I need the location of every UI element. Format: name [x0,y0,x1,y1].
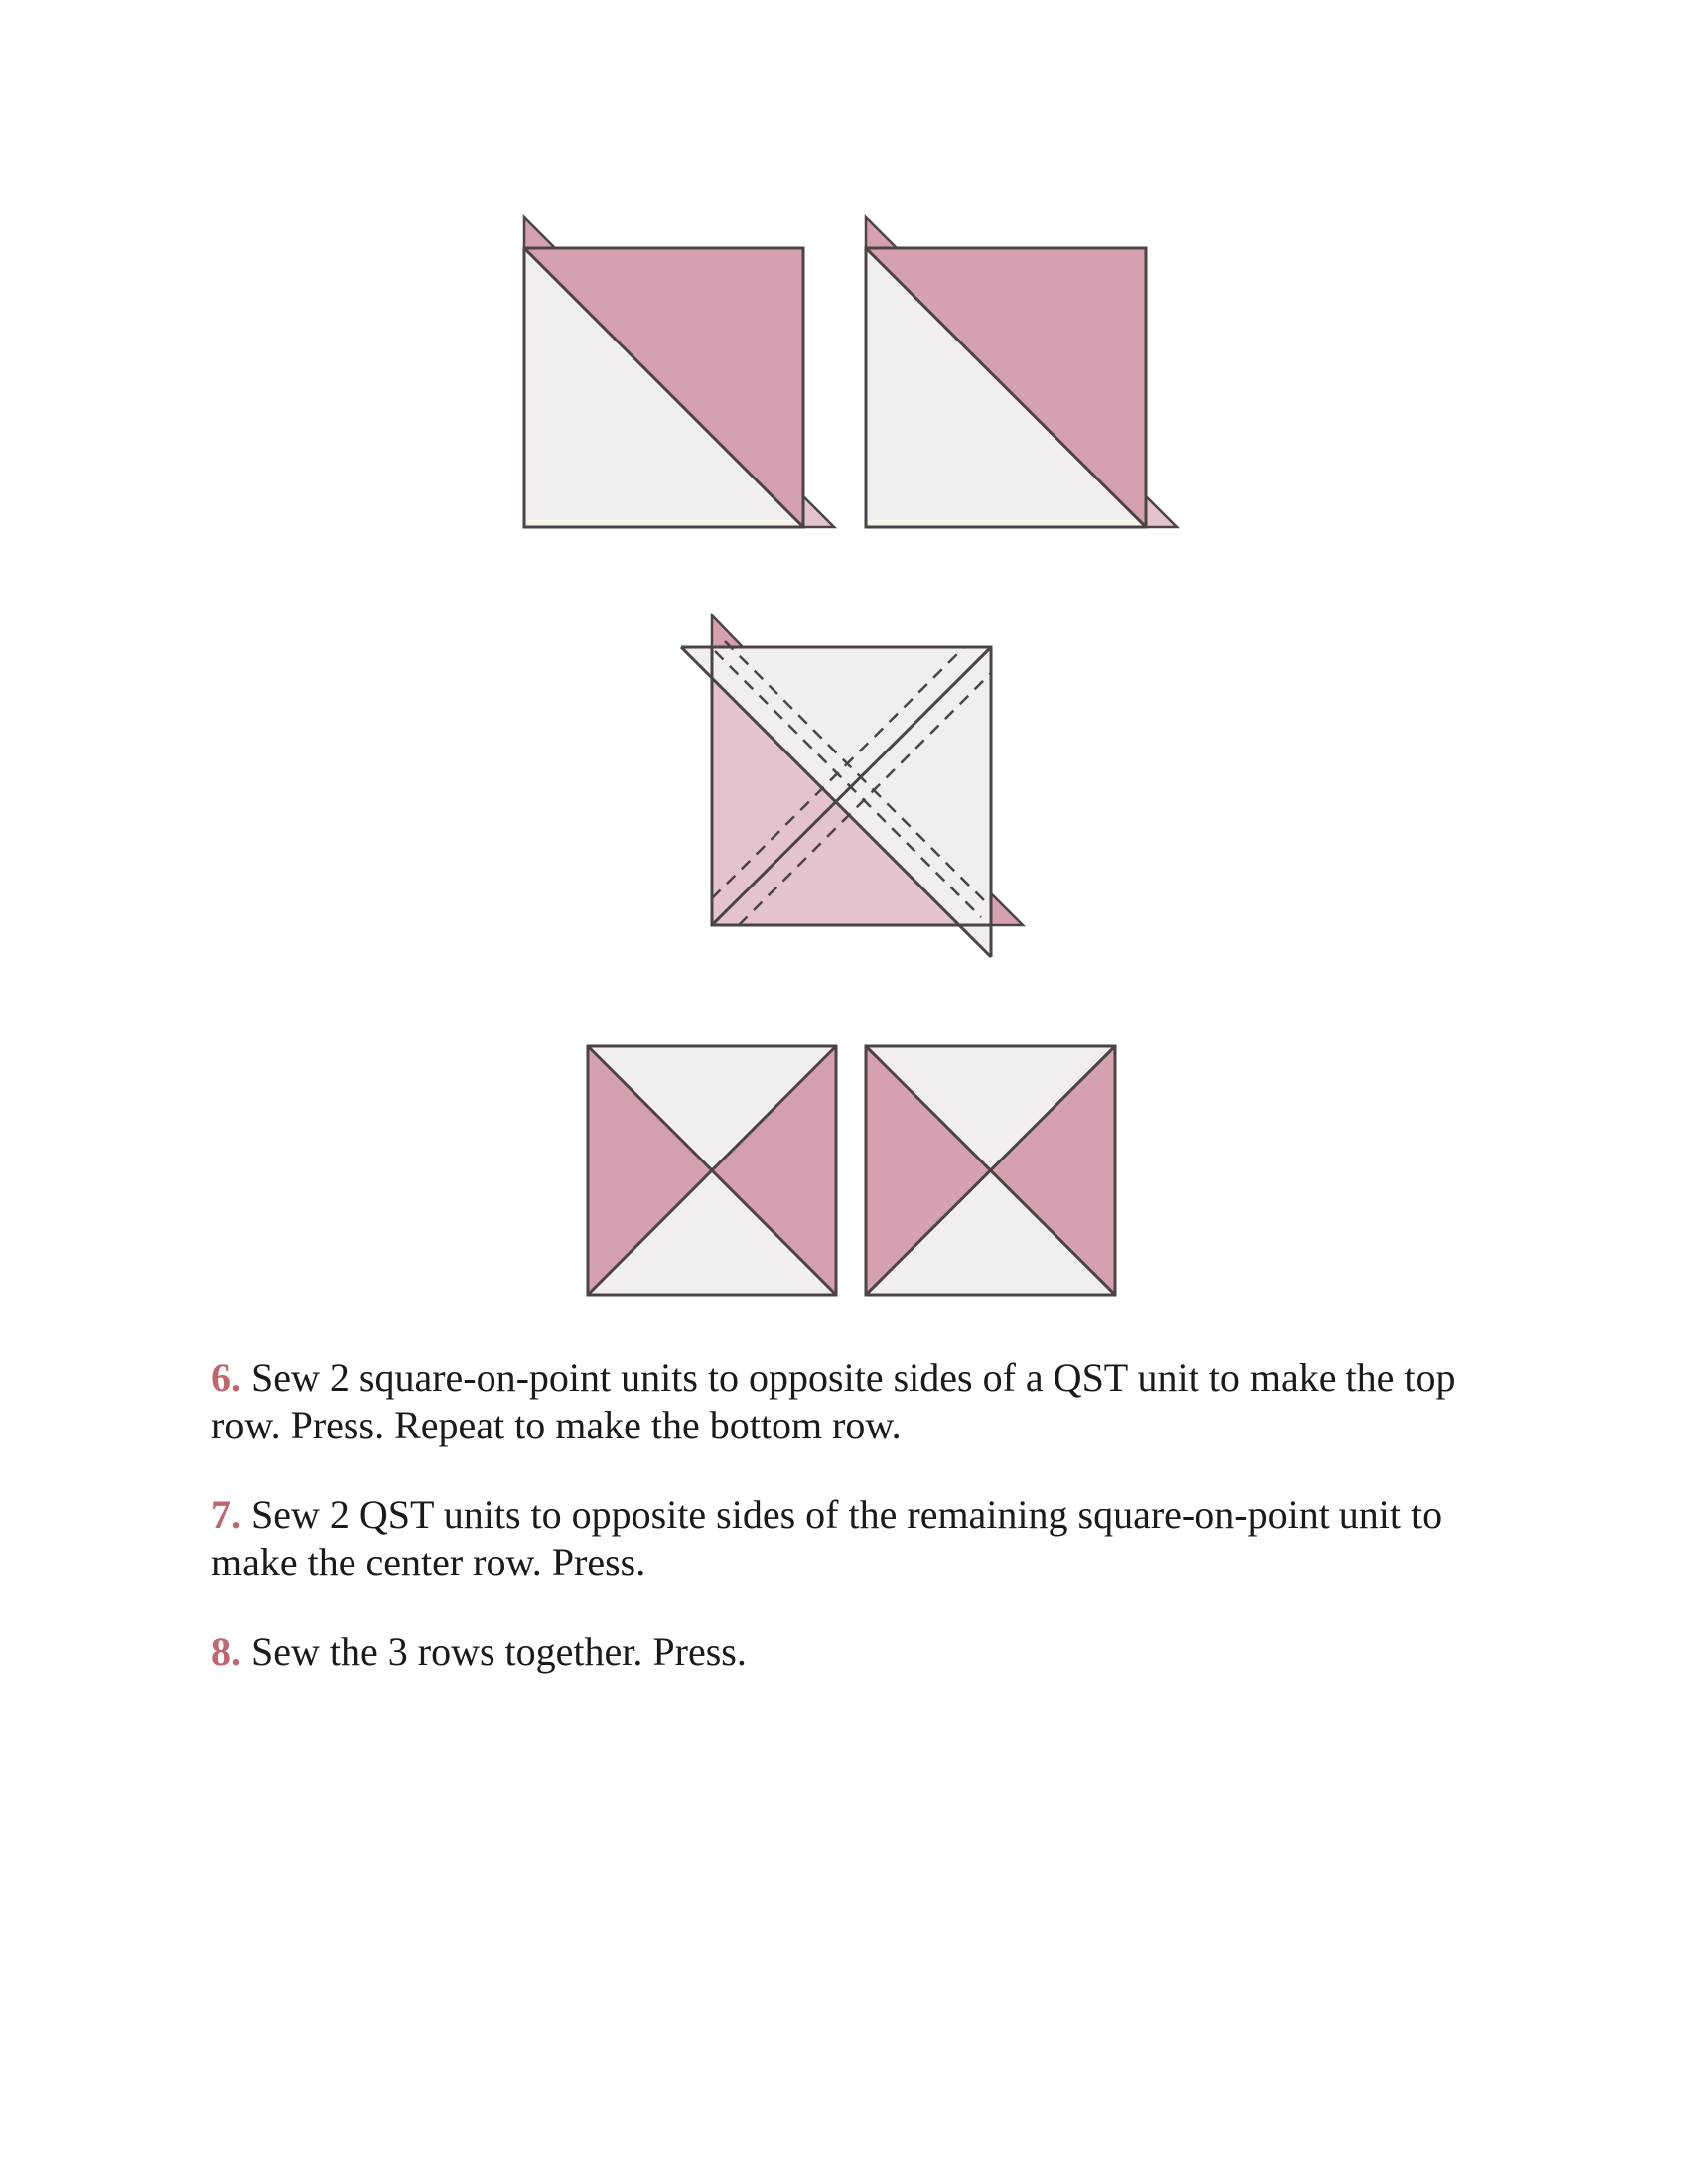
dog-ear-bottom [803,496,834,527]
step-7 [211,1491,1502,1586]
step-number: 8. [211,1629,241,1674]
hst-unit-left [524,217,834,527]
dog-ear-top [524,217,555,248]
qst-unit-left [588,1046,836,1295]
step-text: Sew 2 QST units to opposite sides of the remaining square-on-point unit to make the center row. Press. [211,1492,1443,1584]
stacked-hst-unit [681,615,1023,957]
instruction-steps [211,1354,1502,1717]
dog-ear-top [866,217,897,248]
step-number: 6. [211,1355,241,1400]
step-text: Sew 2 square-on-point units to opposite sides of a QST unit to make the top row. Press. Repeat to make the bottom row. [211,1355,1456,1447]
step-8 [211,1628,1502,1676]
step-text: Sew the 3 rows together. Press. [251,1629,747,1674]
hst-unit-right [866,217,1177,527]
step-6 [211,1354,1502,1449]
dog-ear-bottom [991,893,1023,925]
dog-ear-bottom [1146,496,1177,527]
step-number: 7. [211,1492,241,1537]
qst-unit-right [866,1046,1115,1295]
